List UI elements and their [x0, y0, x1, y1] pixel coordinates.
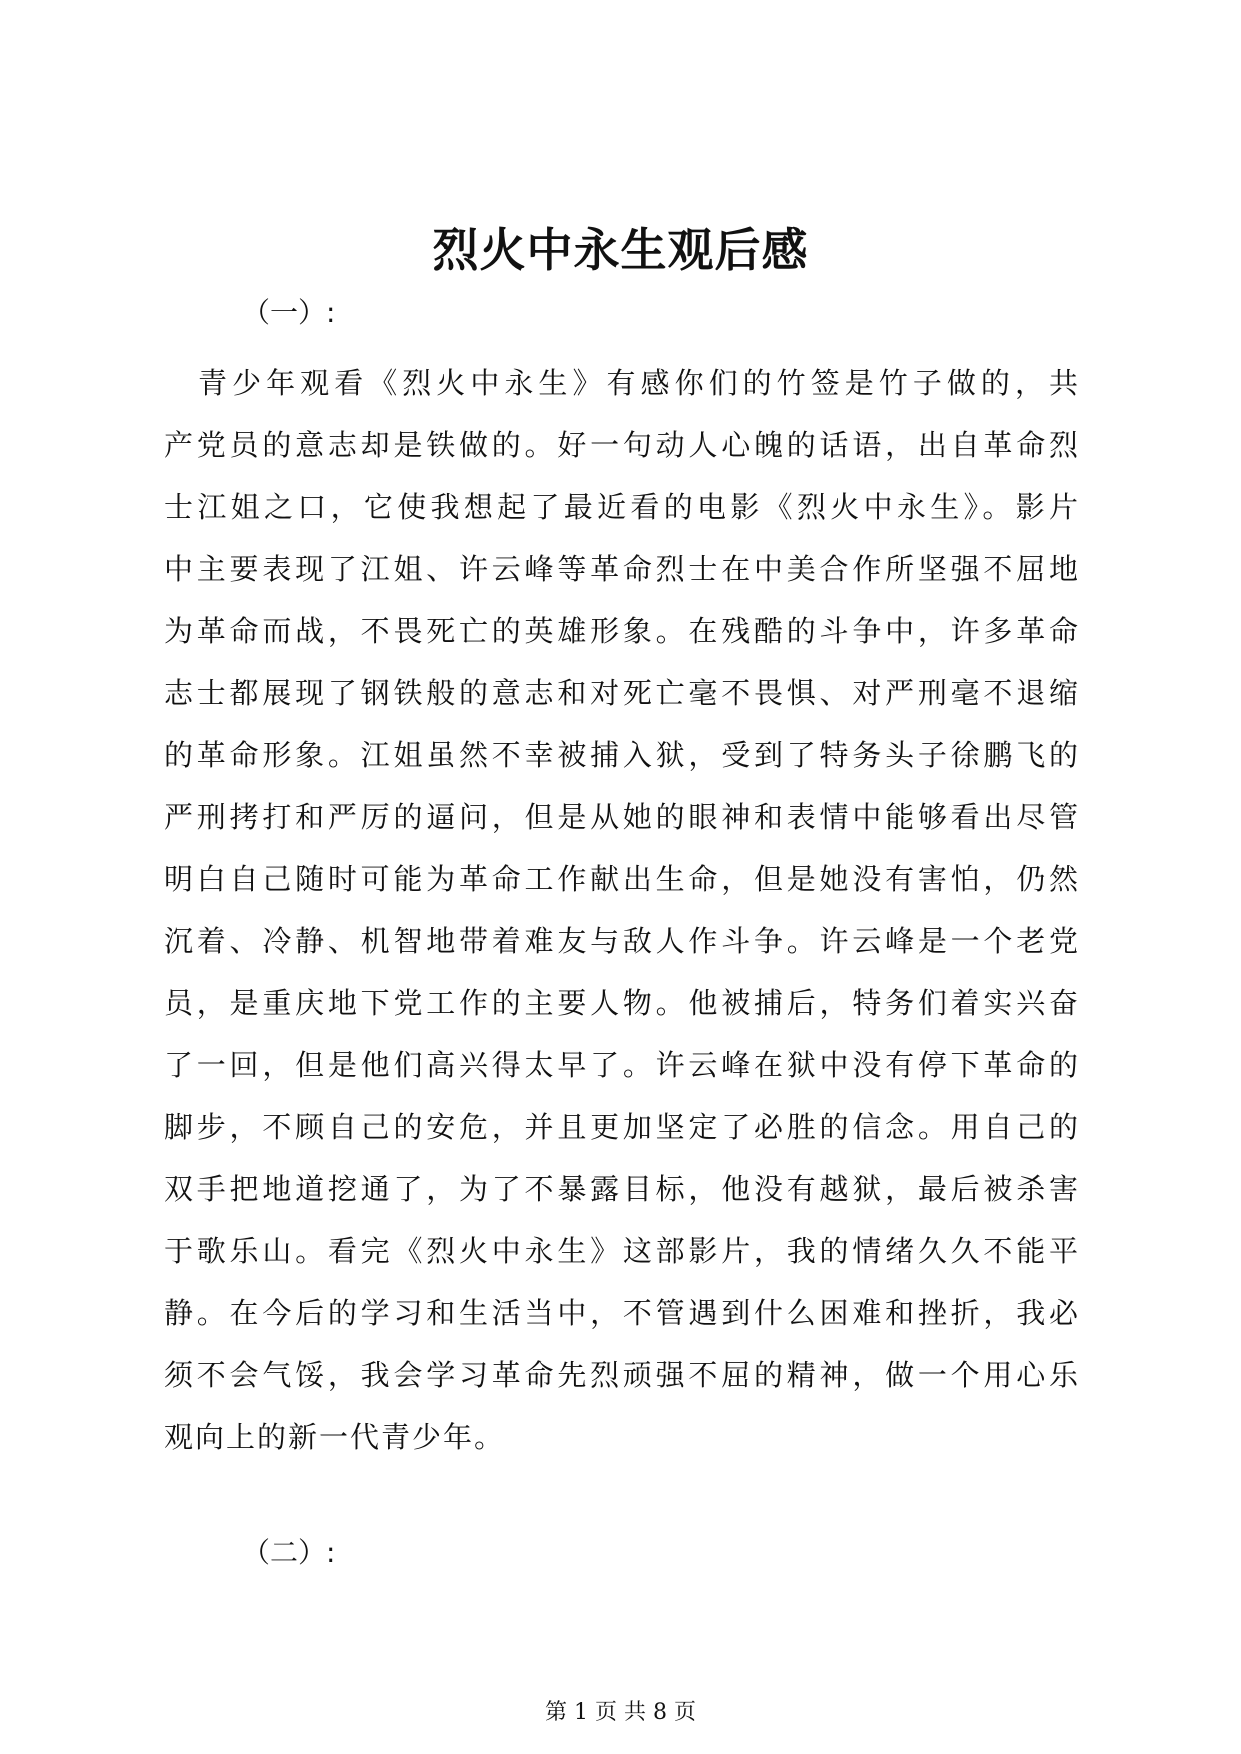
paragraph-line: 须不会气馁，我会学习革命先烈顽强不屈的精神，做一个用心乐 [164, 1358, 1080, 1392]
paragraph-line: 中主要表现了江姐、许云峰等革命烈士在中美合作所坚强不屈地 [164, 552, 1080, 586]
body-paragraph [164, 352, 1080, 1468]
paragraph-line: 士江姐之口，它使我想起了最近看的电影《烈火中永生》。影片 [164, 490, 1080, 524]
paragraph-line: 观向上的新一代青少年。 [164, 1420, 506, 1454]
paragraph-line: 志士都展现了钢铁般的意志和对死亡毫不畏惧、对严刑毫不退缩 [164, 676, 1080, 710]
paragraph-line: 于歌乐山。看完《烈火中永生》这部影片，我的情绪久久不能平 [164, 1234, 1080, 1268]
paragraph-line: 脚步，不顾自己的安危，并且更加坚定了必胜的信念。用自己的 [164, 1110, 1080, 1144]
paragraph-line: 员，是重庆地下党工作的主要人物。他被捕后，特务们着实兴奋 [164, 986, 1080, 1020]
paragraph-line: 青少年观看《烈火中永生》有感你们的竹签是竹子做的，共 [164, 366, 1080, 400]
paragraph-line: 的革命形象。江姐虽然不幸被捕入狱，受到了特务头子徐鹏飞的 [164, 738, 1080, 772]
paragraph-line: 了一回，但是他们高兴得太早了。许云峰在狱中没有停下革命的 [164, 1048, 1080, 1082]
section-1-label: （一）: [242, 296, 336, 329]
page-footer: 第 1 页 共 8 页 [545, 1700, 696, 1725]
paragraph-line: 为革命而战，不畏死亡的英雄形象。在残酷的斗争中，许多革命 [164, 614, 1080, 648]
paragraph-line: 明白自己随时可能为革命工作献出生命，但是她没有害怕，仍然 [164, 862, 1080, 896]
paragraph-line: 产党员的意志却是铁做的。好一句动人心魄的话语，出自革命烈 [164, 428, 1080, 462]
paragraph-line: 严刑拷打和严厉的逼问，但是从她的眼神和表情中能够看出尽管 [164, 800, 1080, 834]
paragraph-line: 双手把地道挖通了，为了不暴露目标，他没有越狱，最后被杀害 [164, 1172, 1080, 1206]
paragraph-line: 沉着、冷静、机智地带着难友与敌人作斗争。许云峰是一个老党 [164, 924, 1080, 958]
paragraph-line: 静。在今后的学习和生活当中，不管遇到什么困难和挫折，我必 [164, 1296, 1080, 1330]
section-2-label: （二）: [242, 1536, 336, 1569]
document-title: 烈火中永生观后感 [432, 223, 809, 277]
